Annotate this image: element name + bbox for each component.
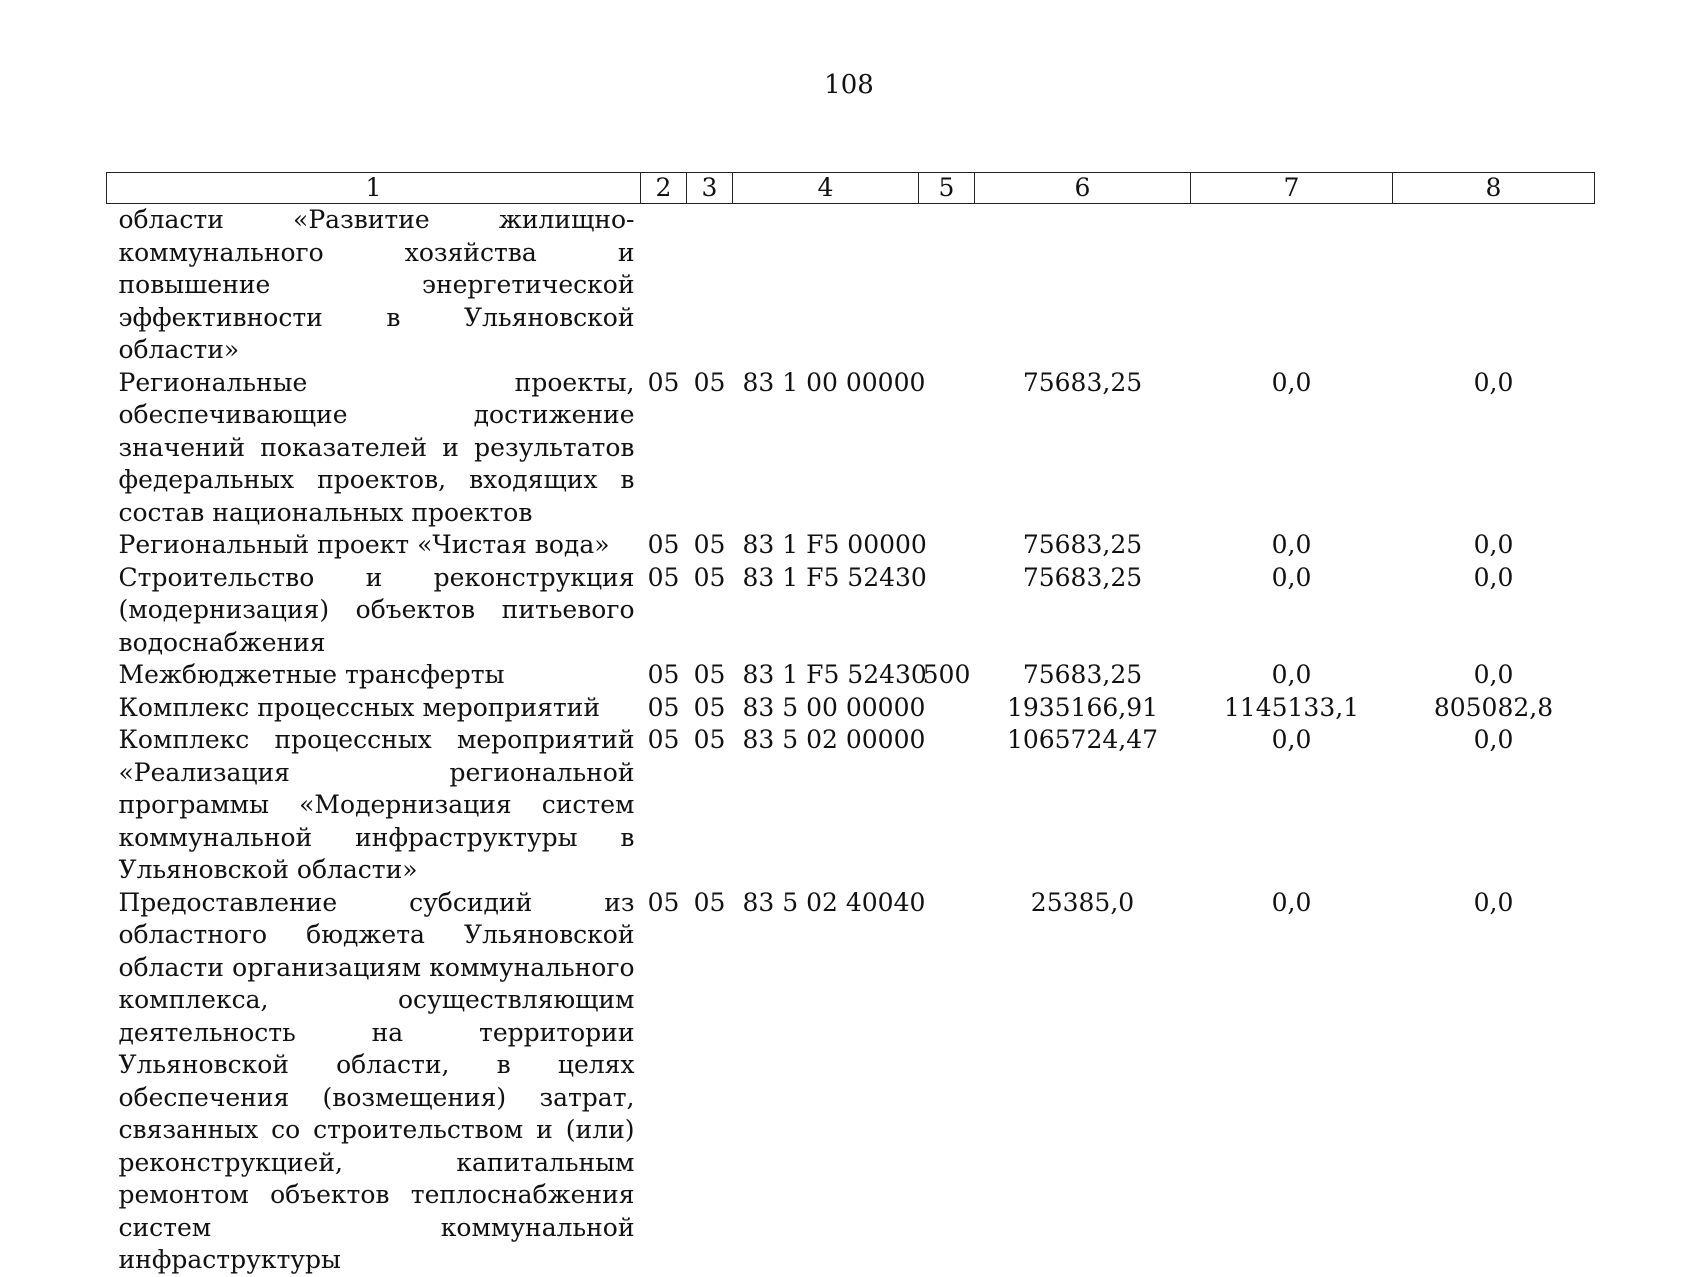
row-amount-col7: 0,0	[1271, 562, 1312, 592]
row-expense-type	[919, 562, 975, 660]
row-amount-col7: 0,0	[1271, 725, 1312, 754]
row-subsection: 05	[693, 725, 726, 754]
row-expense-type	[919, 692, 975, 725]
row-subsection: 05	[693, 367, 726, 397]
header-col-1: 1	[107, 173, 641, 204]
row-amount-col6: 25385,0	[1030, 887, 1135, 917]
row-amount-col7: 0,0	[1271, 530, 1312, 559]
row-amount-col6: 75683,25	[1022, 562, 1143, 592]
row-amount-col7: 0,0	[1271, 887, 1312, 917]
table-row	[107, 367, 1595, 530]
row-target-article	[733, 204, 919, 367]
row-amount-col8: 805082,8	[1433, 692, 1554, 722]
row-section: 05	[647, 562, 680, 592]
row-amount-col6: 75683,25	[1022, 530, 1143, 559]
table-header	[107, 173, 1595, 204]
row-subsection	[687, 204, 733, 367]
table-row	[107, 562, 1595, 660]
row-expense-type	[919, 204, 975, 367]
row-amount-col6	[975, 204, 1191, 367]
row-subsection: 05	[693, 530, 726, 559]
row-amount-col8: 0,0	[1473, 887, 1514, 917]
header-col-5: 5	[919, 173, 975, 204]
row-amount-col6: 1935166,91	[1006, 692, 1159, 722]
header-col-3: 3	[687, 173, 733, 204]
row-target-article: 83 1 F5 00000	[742, 530, 927, 559]
header-col-6: 6	[975, 173, 1191, 204]
row-amount-col7: 1145133,1	[1223, 692, 1360, 722]
table-row	[107, 887, 1595, 1277]
row-amount-col8: 0,0	[1473, 367, 1514, 397]
row-expense-type	[919, 887, 975, 1277]
row-name: Комплекс процессных мероприятий	[118, 692, 601, 722]
table-body	[107, 204, 1595, 1277]
row-section: 05	[647, 692, 680, 722]
row-section: 05	[647, 530, 680, 559]
row-section: 05	[647, 367, 680, 397]
header-col-8: 8	[1393, 173, 1595, 204]
row-target-article: 83 1 F5 52430	[742, 660, 927, 689]
row-section: 05	[647, 660, 680, 689]
row-name: Межбюджетные трансферты	[118, 660, 505, 689]
row-amount-col7: 0,0	[1271, 367, 1312, 397]
row-name: Строительство и реконструкция (модернизация) объектов питьевого водоснабжения	[118, 562, 635, 657]
header-row	[107, 173, 1595, 204]
row-name: Региональные проекты, обеспечивающие достижение значений показателей и результатов федеральных проектов, входящих в состав национальных проектов	[118, 367, 635, 527]
row-target-article: 83 5 02 40040	[742, 887, 926, 917]
table-row	[107, 659, 1595, 692]
row-expense-type	[919, 367, 975, 530]
row-amount-col6: 1065724,47	[1006, 725, 1159, 754]
row-name: Региональный проект «Чистая вода»	[118, 530, 610, 559]
row-name: области «Развитие жилищно-коммунального хозяйства и повышение энергетической эффективности в Ульяновской области»	[118, 205, 635, 364]
table-row	[107, 724, 1595, 887]
row-subsection: 05	[693, 660, 726, 689]
row-section	[641, 204, 687, 367]
row-subsection: 05	[693, 692, 726, 722]
row-amount-col7	[1191, 204, 1393, 367]
row-expense-type	[919, 529, 975, 562]
row-amount-col7: 0,0	[1271, 660, 1312, 689]
row-target-article: 83 1 00 00000	[742, 367, 926, 397]
row-section: 05	[647, 887, 680, 917]
row-name: Комплекс процессных мероприятий «Реализация региональной программы «Модернизация систем коммунальной инфраструктуры в Ульяновской области»	[118, 725, 635, 884]
row-target-article: 83 5 02 00000	[742, 725, 926, 754]
row-amount-col6: 75683,25	[1022, 367, 1143, 397]
row-amount-col8: 0,0	[1473, 530, 1514, 559]
table-row	[107, 204, 1595, 367]
row-name: Предоставление субсидий из областного бюджета Ульяновской области организациям коммунального комплекса, осуществляющим деятельность на территории Ульяновской области, в целях обеспечения (возмещения) затрат, связанных со строительством и (или) реконструкцией, капитальным ремонтом объектов теплоснабжения систем коммунальной инфраструктуры	[118, 887, 635, 1274]
row-amount-col8	[1393, 204, 1595, 367]
row-subsection: 05	[693, 562, 726, 592]
header-col-4: 4	[733, 173, 919, 204]
header-col-2: 2	[641, 173, 687, 204]
table-row	[107, 692, 1595, 725]
row-expense-type	[919, 724, 975, 887]
row-amount-col8: 0,0	[1473, 562, 1514, 592]
budget-table	[106, 172, 1595, 1277]
row-amount-col6: 75683,25	[1022, 660, 1143, 689]
row-expense-type: 500	[922, 660, 971, 689]
row-amount-col8: 0,0	[1473, 660, 1514, 689]
row-amount-col8: 0,0	[1473, 725, 1514, 754]
row-target-article: 83 5 00 00000	[742, 692, 926, 722]
row-section: 05	[647, 725, 680, 754]
page-number: 108	[824, 70, 874, 100]
header-col-7: 7	[1191, 173, 1393, 204]
row-target-article: 83 1 F5 52430	[742, 562, 927, 592]
table-row	[107, 529, 1595, 562]
row-subsection: 05	[693, 887, 726, 917]
